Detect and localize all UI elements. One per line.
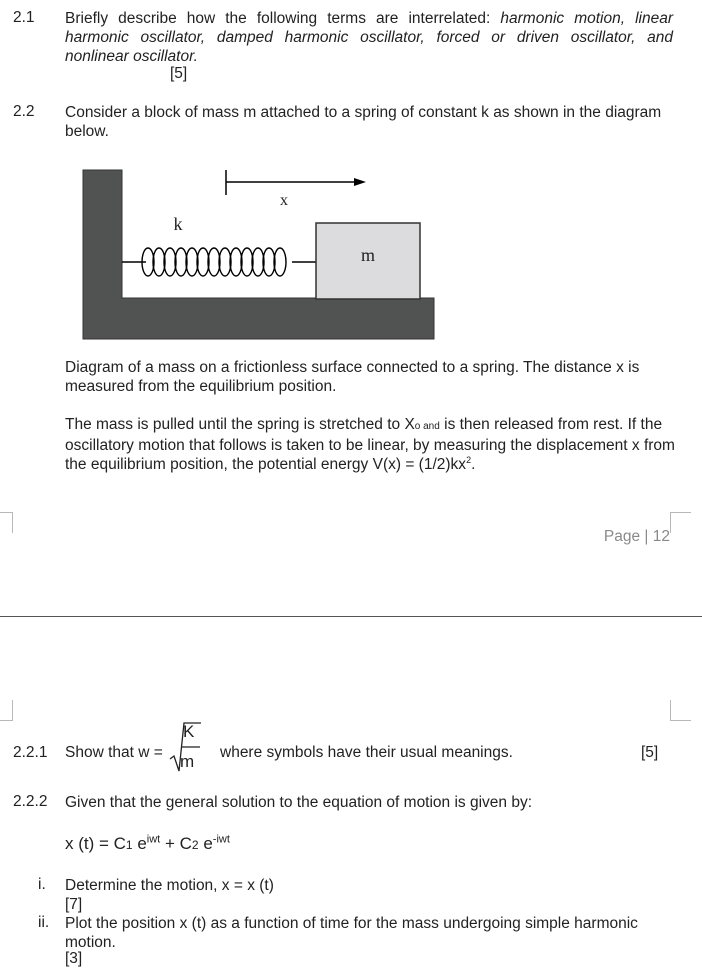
spring-coil [252, 248, 264, 276]
spring-coil [274, 248, 286, 276]
paragraph-end: . [471, 456, 476, 473]
question-2-2-2-text: Given that the general solution to the equation of motion is given by: [65, 794, 533, 811]
equation-part-c: + C [160, 834, 192, 853]
question-number-2-2-1: 2.2.1 [13, 744, 48, 761]
question-2-2-intro: Consider a block of mass m attached to a spring of constant k as shown in the diagram below. [65, 104, 662, 140]
question-2-2-1-tail: where symbols have their usual meanings. [220, 744, 513, 761]
paragraph-part-1: The mass is pulled until the spring is stretched to X [65, 416, 415, 433]
page-number: Page | 12 [603, 528, 670, 545]
item-ii-text: Plot the position x (t) as a function of time for the mass undergoing simple harmonic motion. [65, 915, 638, 951]
spring-coil [175, 248, 187, 276]
equation-part-b: e [132, 834, 147, 853]
question-number-2-1: 2.1 [13, 9, 35, 26]
question-2-1-plain: Briefly describe how the following terms are interrelated: [65, 10, 491, 27]
equation-sup-1: iwt [146, 833, 161, 846]
label-x: x [280, 192, 288, 209]
page-corner-bottom-right [670, 512, 691, 533]
paragraph-superscript: 2 [466, 454, 472, 465]
diagram-caption: Diagram of a mass on a frictionless surface connected to a spring. The distance x is measured from the equilibrium position. [65, 359, 640, 395]
spring-coil [197, 248, 209, 276]
spring-coils [142, 248, 286, 276]
question-2-2-1-marks: [5] [641, 744, 659, 761]
question-number-2-2: 2.2 [13, 103, 35, 120]
item-i-text: Determine the motion, x = x (t) [65, 877, 274, 894]
general-solution-equation [65, 834, 230, 854]
fraction-numerator: K [183, 722, 195, 741]
spring-mass-diagram [80, 165, 440, 343]
label-m: m [360, 245, 376, 265]
item-i-marks: [7] [65, 896, 83, 913]
question-2-2-paragraph [65, 415, 675, 474]
page-corner-bottom-left [0, 512, 13, 533]
page-break-divider [0, 616, 702, 617]
item-i-marker: i. [38, 876, 46, 893]
spring-coil [153, 248, 165, 276]
show-that-text: Show that w = [65, 744, 163, 761]
page-corner-top-left [0, 700, 13, 721]
equation-sup-2: -iwt [212, 833, 230, 846]
spring-coil [230, 248, 242, 276]
spring-coil [164, 248, 176, 276]
question-2-1-terms: harmonic motion, linear harmonic oscillator, damped harmonic oscillator, forced or driven oscillator, and nonlinear oscillator. [65, 10, 674, 65]
equation-sub-1: 1 [125, 838, 133, 852]
question-2-1-marks: [5] [170, 65, 188, 82]
arrow-head-icon [354, 178, 366, 186]
spring-coil [186, 248, 198, 276]
equation-part-a: x (t) = C [65, 834, 126, 853]
spring-coil [241, 248, 253, 276]
item-ii-marks: [3] [65, 950, 83, 967]
spring-coil [219, 248, 231, 276]
label-k: k [173, 214, 183, 234]
page-corner-top-right [670, 700, 691, 721]
question-2-1-text [65, 9, 673, 66]
spring-coil [208, 248, 220, 276]
item-ii-marker: ii. [38, 914, 50, 931]
equation-sub-2: 2 [191, 838, 199, 852]
spring-coil [263, 248, 275, 276]
equation-part-d: e [198, 834, 213, 853]
paragraph-subscript: o and [414, 421, 440, 432]
paragraph-part-2: is then released from rest. If the oscillatory motion that follows is taken to be linear, by measuring the displacement x from the equilibrium position, the potential energy V(x) = (1/2)kx [65, 416, 675, 473]
fraction-denominator: m [180, 752, 195, 771]
question-number-2-2-2: 2.2.2 [13, 793, 48, 810]
